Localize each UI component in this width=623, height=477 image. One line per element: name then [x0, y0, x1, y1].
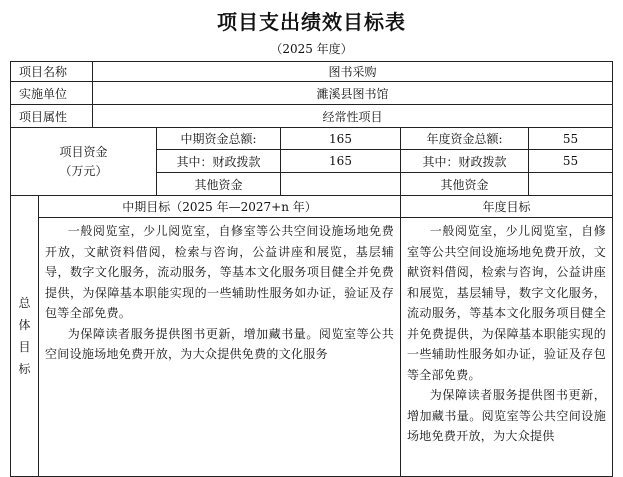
annual-goals-text [400, 217, 613, 477]
annual-goal-paragraph: 一般阅览室，少儿阅览室，自修室等公共空间设施场地免费开放，文献资料借阅，检索与咨询，公益讲座和展览，基层辅导，数字文化服务，流动服务，等基本文化服务项目健全并免费提供，为保障基本职能实现的一些辅助性服务如办证，验证及存包等全部免费。 [407, 224, 606, 382]
annual-fiscal-value: 55 [528, 149, 613, 173]
overall-goals-char: 体 [18, 318, 31, 332]
project-name-value: 图书采购 [92, 61, 613, 82]
implementing-unit-label: 实施单位 [10, 81, 93, 105]
mid-term-goals-header: 中期目标（2025 年—2027+n 年） [38, 195, 401, 218]
mid-other-value [280, 172, 401, 196]
annual-goal-paragraph: 为保障读者服务提供图书更新，增加藏书量。阅览室等公共空间设施场地免费开放，为大众提供 [407, 388, 606, 443]
mid-term-goal-paragraph: 为保障读者服务提供图书更新，增加藏书量。阅览室等公共空间设施场地免费开放，为大众提供免费的文化服务 [45, 326, 394, 361]
overall-goals-char: 目 [18, 340, 31, 354]
mid-fiscal-label: 其中：财政拨款 [156, 149, 281, 173]
project-name-label: 项目名称 [10, 61, 93, 82]
annual-other-value [528, 172, 613, 196]
mid-fiscal-value: 165 [280, 149, 401, 173]
project-funds-label-line2: （万元） [59, 163, 108, 178]
project-funds-label-line1: 项目资金 [59, 144, 108, 159]
implementing-unit-value: 濉溪县图书馆 [92, 81, 613, 105]
mid-other-label: 其他资金 [156, 172, 281, 196]
overall-goals-char: 标 [18, 362, 31, 376]
annual-total-label: 年度资金总额: [400, 127, 529, 150]
annual-total-value: 55 [528, 127, 613, 150]
mid-term-goals-text [38, 217, 401, 477]
mid-term-goal-paragraph: 一般阅览室，少儿阅览室，自修室等公共空间设施场地免费开放，文献资料借阅，检索与咨询，公益讲座和展览，基层辅导，数字文化服务，流动服务，等基本文化服务项目健全并免费提供，为保障基本职能实现的一些辅助性服务如办证，验证及存包等全部免费。 [45, 224, 394, 320]
mid-total-label: 中期资金总额: [156, 127, 281, 150]
annual-goals-header: 年度目标 [400, 195, 613, 218]
overall-goals-char: 总 [18, 296, 31, 310]
annual-other-label: 其他资金 [400, 172, 529, 196]
annual-fiscal-label: 其中：财政拨款 [400, 149, 529, 173]
mid-total-value: 165 [280, 127, 401, 150]
fiscal-year: （2025 年度） [270, 42, 353, 56]
project-funds-label [10, 127, 157, 196]
project-type-label: 项目属性 [10, 104, 93, 128]
project-type-value: 经常性项目 [92, 104, 613, 128]
overall-goals-label [10, 195, 39, 477]
document-title: 项目支出绩效目标表 [217, 10, 406, 34]
